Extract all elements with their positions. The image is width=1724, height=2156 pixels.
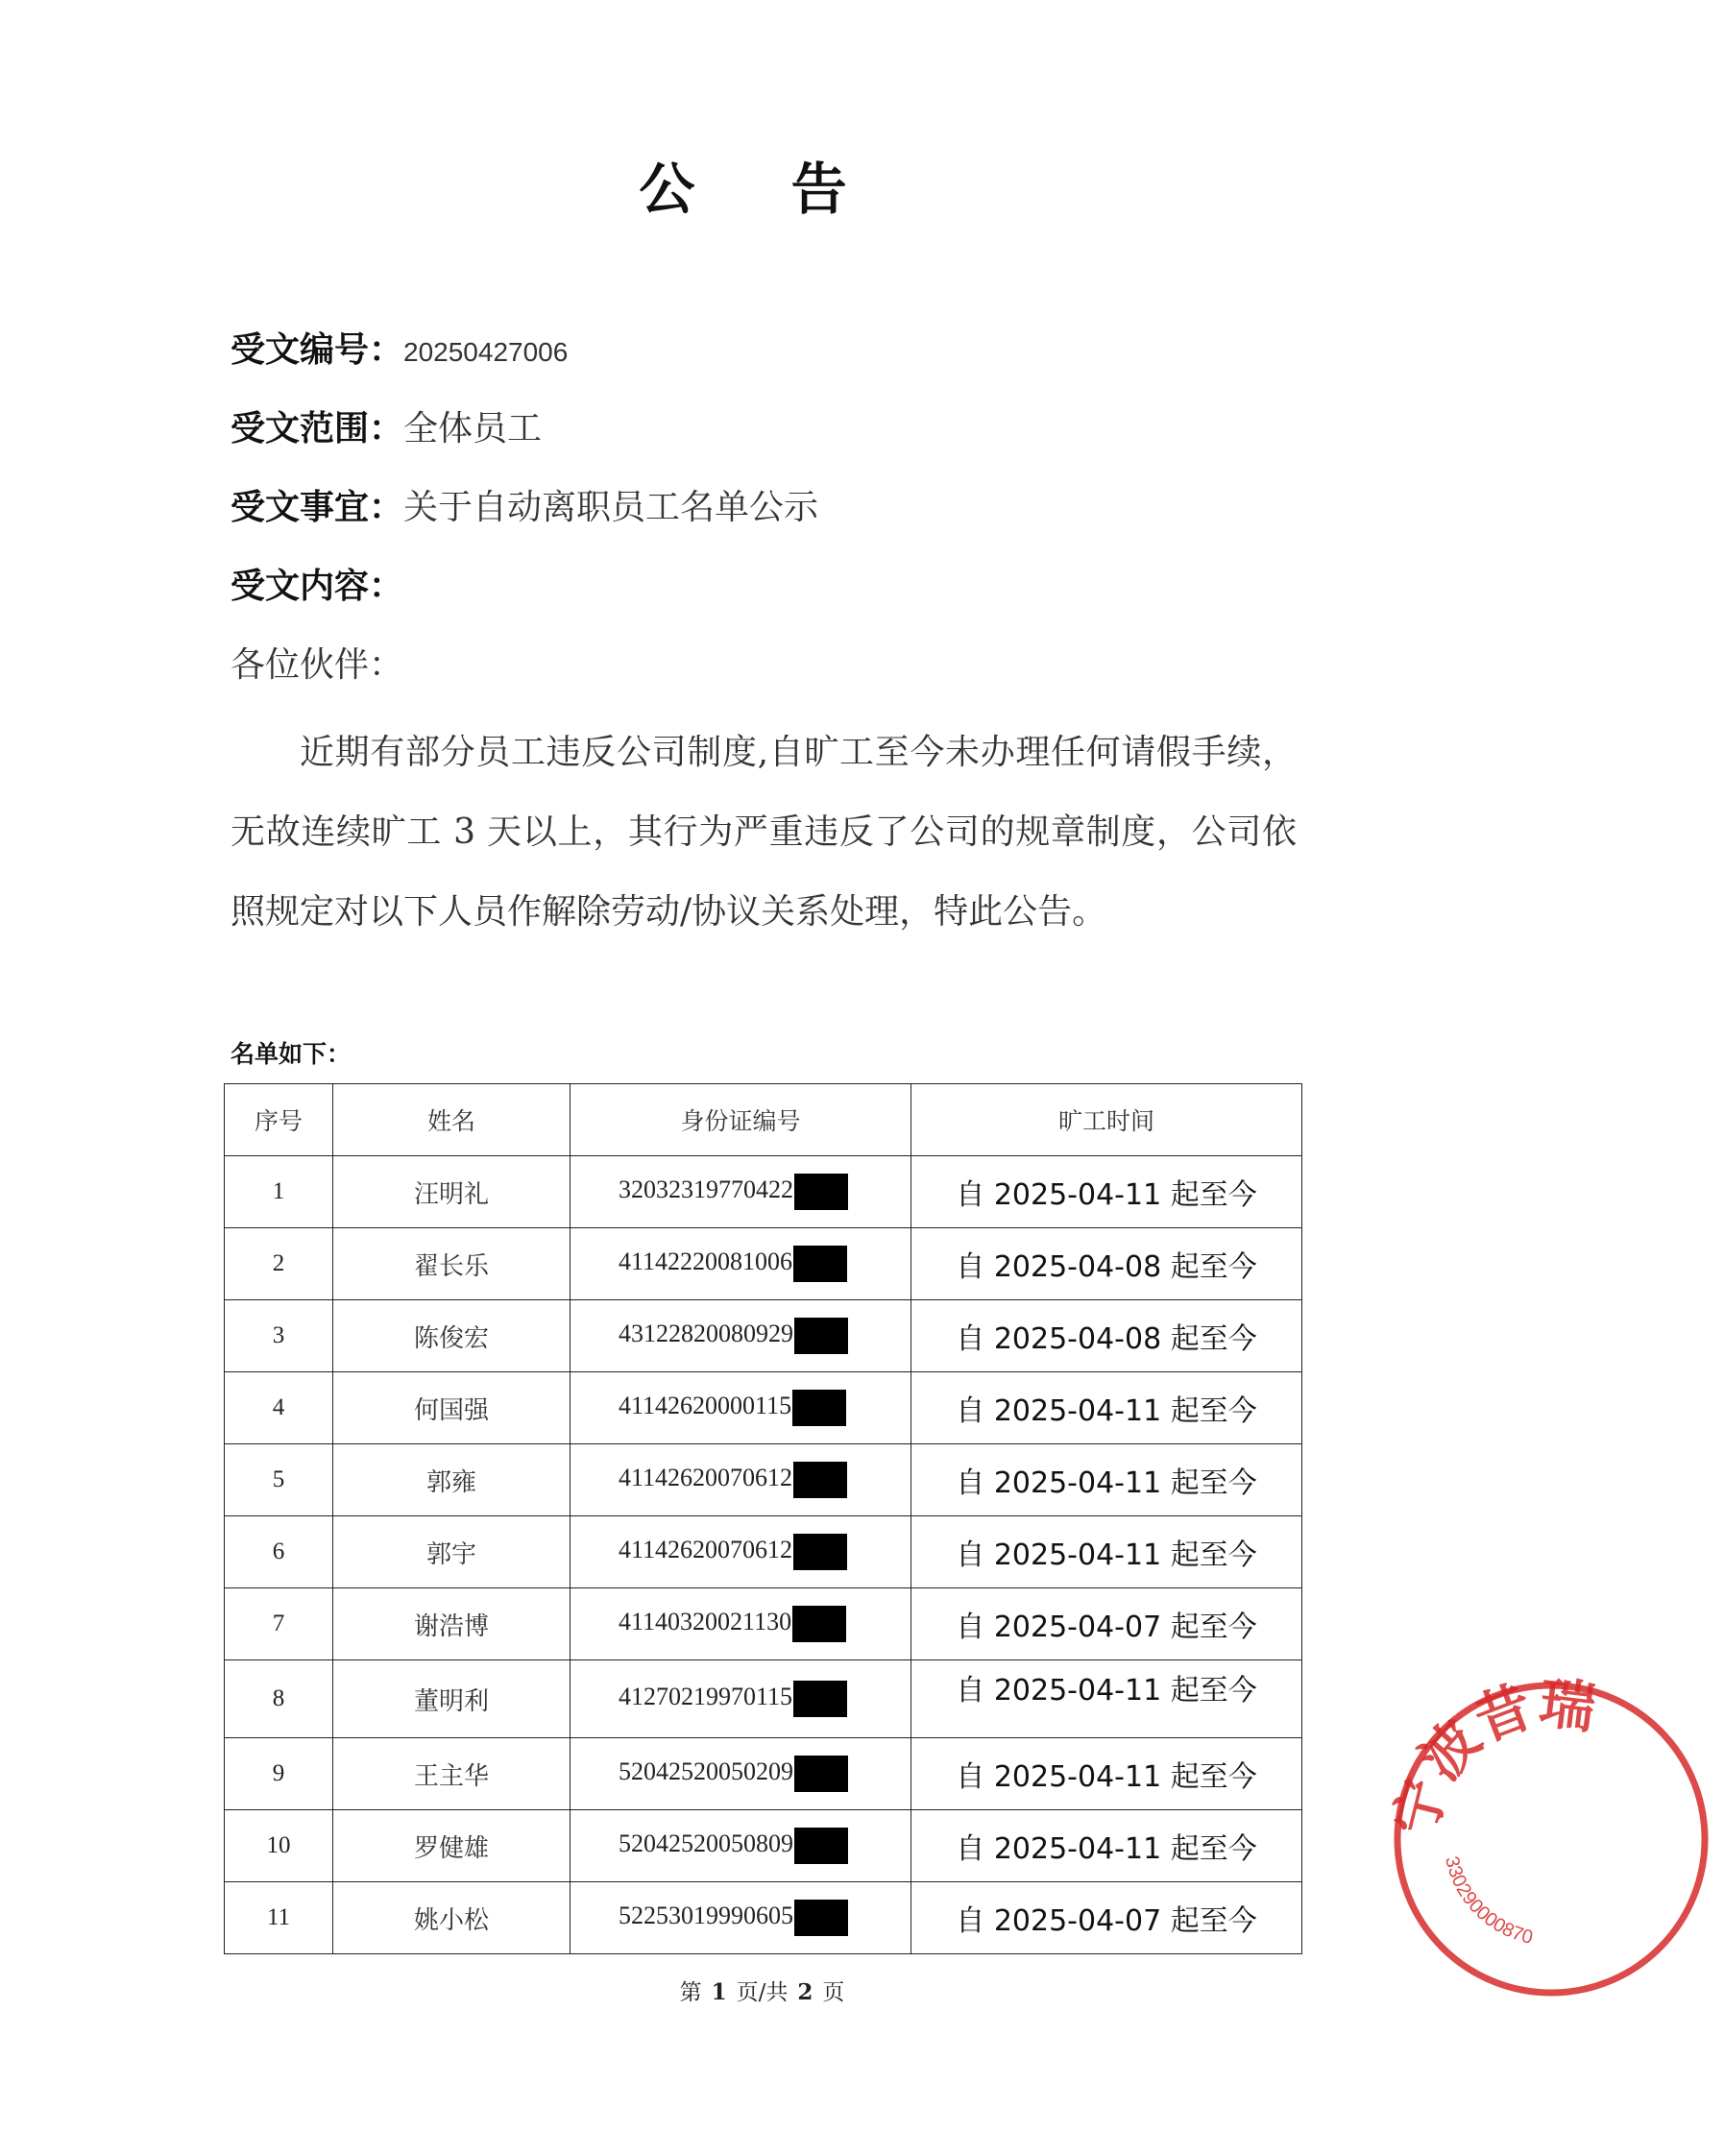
row-id-number — [571, 1444, 911, 1516]
field-content — [231, 559, 403, 608]
field-scope-value: 全体员工 — [403, 409, 543, 448]
field-scope-label: 受文范围： — [231, 409, 404, 448]
svg-text:宁波昔瑞 — [1382, 1670, 1599, 1842]
table-row — [225, 1372, 1302, 1444]
row-number: 11 — [225, 1882, 333, 1954]
row-absence-time: 自 2025-04-08 起至今 — [911, 1300, 1302, 1372]
row-number: 5 — [225, 1444, 333, 1516]
row-number: 3 — [225, 1300, 333, 1372]
row-absence-time: 自 2025-04-11 起至今 — [911, 1156, 1302, 1228]
table-row — [225, 1300, 1302, 1372]
row-absence-time: 自 2025-04-11 起至今 — [911, 1516, 1302, 1588]
id-visible-digits: 52042520050209 — [619, 1756, 793, 1785]
table-header-row — [225, 1084, 1302, 1156]
redaction-block — [793, 1246, 847, 1282]
id-visible-digits: 43122820080929 — [619, 1319, 793, 1347]
company-seal — [1378, 1666, 1724, 2012]
field-matter-value: 关于自动离职员工名单公示 — [403, 488, 819, 527]
row-absence-time: 自 2025-04-11 起至今 — [911, 1810, 1302, 1882]
row-name: 汪明礼 — [333, 1156, 571, 1228]
row-number: 8 — [225, 1660, 333, 1738]
row-name: 翟长乐 — [333, 1228, 571, 1300]
id-visible-digits: 52042520050809 — [619, 1829, 793, 1857]
header-id: 身份证编号 — [571, 1084, 911, 1156]
field-number — [231, 323, 568, 372]
footer-prefix: 第 — [679, 1980, 702, 2005]
footer-mid: 页/共 — [736, 1980, 789, 2005]
row-name: 郭宇 — [333, 1516, 571, 1588]
table-row — [225, 1228, 1302, 1300]
roster-body — [225, 1156, 1302, 1954]
header-no: 序号 — [225, 1084, 333, 1156]
row-absence-time: 自 2025-04-11 起至今 — [911, 1372, 1302, 1444]
table-row — [225, 1810, 1302, 1882]
row-id-number — [571, 1738, 911, 1810]
header-name: 姓名 — [333, 1084, 571, 1156]
row-number: 9 — [225, 1738, 333, 1810]
table-row — [225, 1882, 1302, 1954]
row-absence-time: 自 2025-04-11 起至今 — [911, 1444, 1302, 1516]
row-id-number — [571, 1372, 911, 1444]
row-number: 10 — [225, 1810, 333, 1882]
row-id-number — [571, 1156, 911, 1228]
field-number-value: 20250427006 — [403, 337, 569, 367]
page-title: 公 告 — [639, 157, 886, 222]
header-time: 旷工时间 — [911, 1084, 1302, 1156]
notice-body: 近期有部分员工违反公司制度,自旷工至今未办理任何请假手续，无故连续旷工 3 天以上，其行为严重违反了公司的规章制度，公司依照规定对以下人员作解除劳动/协议关系处理，特此公告。 — [231, 733, 1297, 932]
redaction-block — [794, 1900, 848, 1936]
field-matter — [231, 480, 818, 529]
row-number: 7 — [225, 1588, 333, 1660]
row-absence-time: 自 2025-04-07 起至今 — [911, 1882, 1302, 1954]
row-absence-time: 自 2025-04-11 起至今 — [911, 1660, 1302, 1738]
row-id-number — [571, 1882, 911, 1954]
row-absence-time: 自 2025-04-11 起至今 — [911, 1738, 1302, 1810]
redaction-block — [793, 1462, 847, 1498]
redaction-block — [794, 1756, 848, 1792]
id-visible-digits: 52253019990605 — [619, 1901, 793, 1929]
redaction-block — [794, 1318, 848, 1354]
row-name: 王主华 — [333, 1738, 571, 1810]
seal-text: 宁波昔瑞 — [1382, 1669, 1599, 1842]
redaction-block — [792, 1606, 846, 1642]
id-visible-digits: 41142620000115 — [619, 1391, 792, 1419]
redaction-block — [794, 1828, 848, 1864]
table-row — [225, 1738, 1302, 1810]
row-name: 姚小松 — [333, 1882, 571, 1954]
id-visible-digits: 41142620070612 — [619, 1463, 793, 1491]
row-number: 2 — [225, 1228, 333, 1300]
row-id-number — [571, 1516, 911, 1588]
footer-page: 1 — [711, 1979, 727, 2005]
row-absence-time: 自 2025-04-08 起至今 — [911, 1228, 1302, 1300]
greeting: 各位伙伴： — [231, 645, 404, 685]
row-id-number — [571, 1228, 911, 1300]
row-id-number — [571, 1588, 911, 1660]
redaction-block — [793, 1681, 847, 1717]
row-name: 何国强 — [333, 1372, 571, 1444]
table-row — [225, 1156, 1302, 1228]
table-row — [225, 1588, 1302, 1660]
row-number: 6 — [225, 1516, 333, 1588]
roster-table — [224, 1083, 1302, 1954]
redaction-block — [794, 1174, 848, 1210]
row-number: 1 — [225, 1156, 333, 1228]
id-visible-digits: 41142220081006 — [619, 1247, 793, 1275]
id-visible-digits: 32032319770422 — [619, 1175, 793, 1203]
field-number-label: 受文编号： — [231, 330, 404, 370]
row-absence-time: 自 2025-04-07 起至今 — [911, 1588, 1302, 1660]
id-visible-digits: 41270219970115 — [619, 1682, 793, 1710]
field-scope — [231, 401, 542, 450]
list-title: 名单如下： — [231, 1040, 352, 1068]
svg-text:330290000870 — [1441, 1854, 1535, 1949]
field-matter-label: 受文事宜： — [231, 488, 404, 527]
table-row — [225, 1660, 1302, 1738]
row-name: 董明利 — [333, 1660, 571, 1738]
row-name: 陈俊宏 — [333, 1300, 571, 1372]
row-name: 郭雍 — [333, 1444, 571, 1516]
row-number: 4 — [225, 1372, 333, 1444]
table-row — [225, 1444, 1302, 1516]
field-content-label: 受文内容： — [231, 567, 404, 606]
redaction-block — [793, 1534, 847, 1570]
id-visible-digits: 41140320021130 — [619, 1607, 792, 1635]
footer-suffix: 页 — [822, 1980, 845, 2005]
page-footer — [0, 1974, 1524, 2006]
row-name: 罗健雄 — [333, 1810, 571, 1882]
row-id-number — [571, 1660, 911, 1738]
id-visible-digits: 41142620070612 — [619, 1535, 793, 1563]
row-id-number — [571, 1810, 911, 1882]
footer-total: 2 — [797, 1979, 813, 2005]
table-row — [225, 1516, 1302, 1588]
row-id-number — [571, 1300, 911, 1372]
row-name: 谢浩博 — [333, 1588, 571, 1660]
redaction-block — [792, 1390, 846, 1426]
seal-code: 330290000870 — [1440, 1853, 1536, 1949]
